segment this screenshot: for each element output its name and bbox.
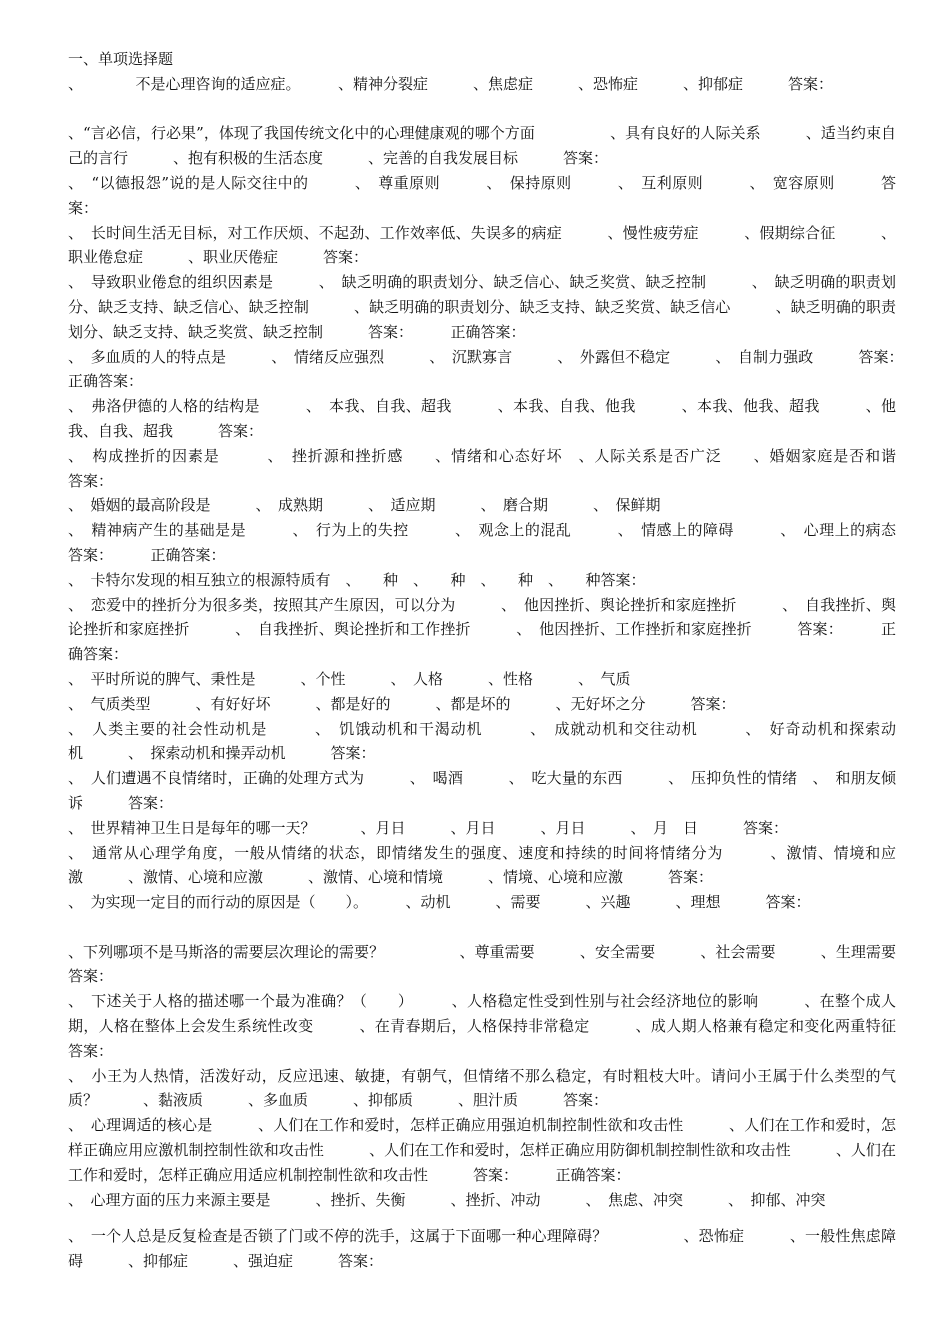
question-5: 、 导致职业倦怠的组织因素是 、 缺乏明确的职责划分、缺乏信心、缺乏奖赏、缺乏控制 、 缺乏明确的职责划分、缺乏支持、缺乏信心、缺乏控制 、缺乏明确的职责划分、缺乏支持、缺乏奖赏、缺乏信心 、缺乏明确的职责划分、缺乏支持、缺乏奖赏、缺乏控制 答案： 正确答案： [68,273,896,341]
question-1: 、 不是心理咨询的适应症。 、精神分裂症 、焦虑症 、恐怖症 、抑郁症 答案： [68,74,834,93]
question-24: 、 心理方面的压力来源主要是 、挫折、失衡 、挫折、冲动 、 焦虑、冲突 、 抑郁、冲突 [68,1190,826,1209]
question-19: 、 为实现一定目的而行动的原因是（ ）。 、动机 、需要 、兴趣 、理想 答案： [68,893,811,912]
question-12: 、 恋爱中的挫折分为很多类，按照其产生原因，可以分为 、 他因挫折、舆论挫折和家庭挫折 、 自我挫折、舆论挫折和家庭挫折 、 自我挫折、舆论挫折和工作挫折 、 他因挫折、工作挫折和家庭挫折 答案： 正确答案： [68,595,896,664]
question-23: 、 心理调适的核心是 、人们在工作和爱时，怎样正确应用强迫机制控制性欲和攻击性 、人们在工作和爱时，怎样正确应用应激机制控制性欲和攻击性 、人们在工作和爱时，怎样正确应用防御机制控制性欲和攻击性 、人们在工作和爱时，怎样正确应用适应机制控制性欲和攻击性 答案： 正确答案： [68,1116,896,1184]
question-25: 、 一个人总是反复检查是否锁了门或不停的洗手，这属于下面哪一种心理障碍？ 、恐怖症 、一般性焦虑障碍 、抑郁症 、强迫症 答案： [68,1227,896,1271]
question-17: 、 世界精神卫生日是每年的哪一天？ 、月日 、月日 、月日 、 月 日 答案： [68,818,789,837]
question-2: 、“言必信，行必果”，体现了我国传统文化中的心理健康观的哪个方面 、具有良好的人际关系 、适当约束自己的言行 、抱有积极的生活态度 、完善的自我发展目标 答案： [68,124,896,168]
question-10: 、 精神病产生的基础是是 、 行为上的失控 、 观念上的混乱 、 情感上的障碍 、 心理上的病态 答案： 正确答案： [68,521,942,564]
question-22: 、 小王为人热情，活泼好动，反应迅速、敏捷，有朝气，但情绪不那么稳定，有时粗枝大叶。请问小王属于什么类型的气质？ 、黏液质 、多血质 、抑郁质 、胆汁质 答案： [68,1066,896,1110]
question-3: 、 “以德报怨”说的是人际交往中的 、 尊重原则 、 保持原则 、 互利原则 、 宽容原则 答案： [68,173,896,217]
question-14: 、 气质类型 、有好好坏 、都是好的 、都是坏的 、无好坏之分 答案： [68,694,736,713]
question-15: 、 人类主要的社会性动机是 、 饥饿动机和干渴动机 、 成就动机和交往动机 、 好奇动机和探索动机 、 探索动机和操弄动机 答案： [68,719,896,763]
document-page [68,47,942,1274]
question-6: 、 多血质的人的特点是 、 情绪反应强烈 、 沉默寡言 、 外露但不稳定 、 自制力强政 答案： 正确答案： [68,347,942,391]
question-8: 、 构成挫折的因素是 、 挫折源和挫折感 、情绪和心态好坏 、人际关系是否广泛 、婚姻家庭是否和谐 答案： [68,446,942,490]
question-16: 、 人们遭遇不良情绪时，正确的处理方式为 、 喝酒 、 吃大量的东西 、 压抑负性的情绪 、 和朋友倾诉 答案： [68,769,896,812]
section-title: 一、单项选择题 [68,50,174,68]
question-13: 、 平时所说的脾气、秉性是 、个性 、 人格 、性格 、 气质 [68,669,631,688]
question-21: 、 下述关于人格的描述哪一个最为准确？（ ） 、人格稳定性受到性别与社会经济地位的影响 、在整个成人期，人格在整体上会发生系统性改变 、在青春期后，人格保持非常稳定 、成人期人格兼有稳定和变化两重特征 答案： [68,992,942,1060]
question-9: 、 婚姻的最高阶段是 、 成熟期 、 适应期 、 磨合期 、 保鲜期 [68,496,661,515]
question-18: 、 通常从心理学角度，一般从情绪的状态，即情绪发生的强度、速度和持续的时间将情绪分为 、激情、情境和应激 、激情、心境和应激 、激情、心境和情境 、情境、心境和应激 答案： [68,843,896,887]
question-20: 、下列哪项不是马斯洛的需要层次理论的需要？ 、尊重需要 、安全需要 、社会需要 、生理需要 答案： [68,942,942,986]
question-11: 、 卡特尔发现的相互独立的根源特质有 、 种 、 种 、 种 、 种答案： [68,570,646,589]
question-7: 、 弗洛伊德的人格的结构是 、 本我、自我、超我 、本我、自我、他我 、本我、他我、超我 、他我、自我、超我 答案： [68,397,896,440]
question-4: 、 长时间生活无目标，对工作厌烦、不起劲、工作效率低、失误多的病症 、慢性疲劳症 、假期综合征 、职业倦怠症 、职业厌倦症 答案： [68,223,896,267]
